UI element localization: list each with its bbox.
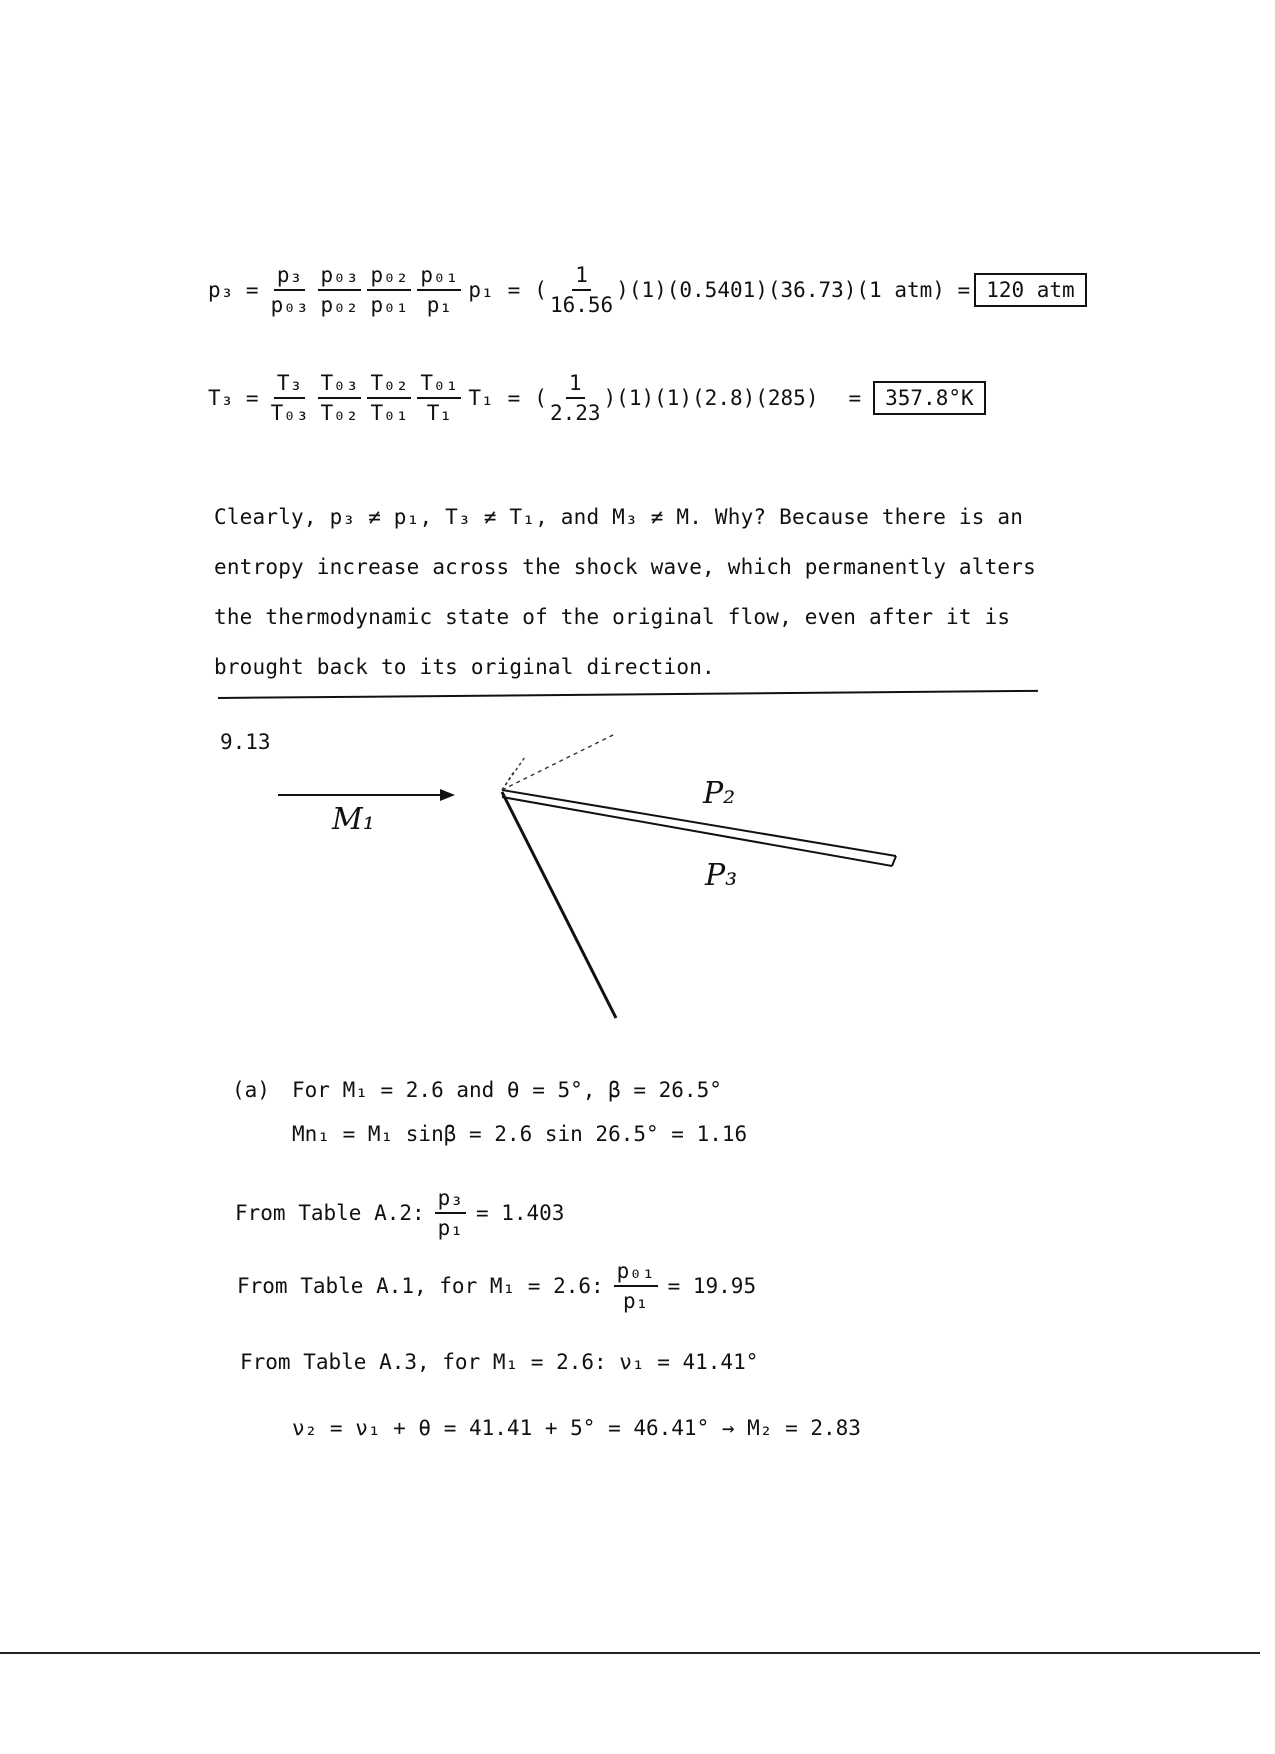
- prandtl-meyer-line: ν₂ = ν₁ + θ = 41.41 + 5° = 46.41° → M₂ = 2.83: [292, 1416, 861, 1440]
- part-a-line-2: Mn₁ = M₁ sinβ = 2.6 sin 26.5° = 1.16: [292, 1122, 748, 1146]
- eq2-frac-3: $\frac{\text{T₀₂}}{\text{T₀₁}}$: [367, 370, 411, 426]
- eq1-lhs: p₃ =: [208, 278, 259, 302]
- eq2-rest: (1)(1)(2.8)(285): [616, 386, 819, 410]
- eq2-frac-4: $\frac{\text{T₀₁}}{\text{T₁}}$: [417, 370, 461, 426]
- temperature-equation: T₃ = $\frac{\text{T₃}}{\text{T₀₃}}$ $\frac{\text{T₀₃}}{\text{T₀₂}}$ $\frac{\text{T₀₂}}{\text{T₀₁}}$ $\frac{\text{T₀₁}}{\text{T₁}}$ T₁ = ( $\frac{1}{2.23}$ ) (1)(1)(2.8)(285) = 357.8°K: [208, 370, 986, 426]
- eq1-frac-2: $\frac{\text{p₀₃}}{\text{p₀₂}}$: [318, 262, 362, 318]
- table-a2-fraction: $\frac{\text{p₃}}{\text{p₁}}$: [435, 1185, 466, 1241]
- part-a-label: (a): [232, 1078, 270, 1102]
- table-a2-line: From Table A.2: $\frac{\text{p₃}}{\text{p₁}}$ = 1.403: [235, 1186, 565, 1240]
- bottom-rule: [0, 1652, 1260, 1654]
- table-a1-line: From Table A.1, for M₁ = 2.6: $\frac{\text{p₀₁}}{\text{p₁}}$ = 19.95: [237, 1259, 757, 1313]
- eq1-frac-1: $\frac{\text{p₃}}{\text{p₀₃}}$: [270, 263, 309, 317]
- eq2-tail-var: T₁: [468, 386, 494, 410]
- plate-upper-edge: [502, 790, 896, 856]
- part-a-line-1: For M₁ = 2.6 and θ = 5°, β = 26.5°: [292, 1078, 722, 1102]
- problem-number: 9.13: [220, 730, 271, 754]
- region-3-pressure-label: P₃: [705, 858, 738, 893]
- eq1-tail-var: p₁: [468, 278, 494, 302]
- eq2-eq-sign: =: [507, 386, 521, 410]
- eq2-coefficient: $\frac{1}{2.23}$: [549, 371, 601, 425]
- explanation-line-3: the thermodynamic state of the original flow, even after it is: [214, 605, 1011, 629]
- eq2-rest-eq: =: [848, 386, 862, 410]
- explanation-line-1: Clearly, p₃ ≠ p₁, T₃ ≠ T₁, and M₃ ≠ M. Why? Because there is an: [214, 505, 1024, 529]
- explanation-line-2: entropy increase across the shock wave, which permanently alters: [214, 555, 1036, 579]
- shock-wave-line: [502, 792, 616, 1018]
- expansion-fan-line-3: [502, 770, 515, 790]
- table-a1-fraction: $\frac{\text{p₀₁}}{\text{p₁}}$: [614, 1258, 658, 1314]
- eq1-frac-3: $\frac{\text{p₀₂}}{\text{p₀₁}}$: [367, 262, 411, 318]
- region-2-pressure-label: P₂: [703, 776, 736, 811]
- eq2-result-box: 357.8°K: [873, 381, 986, 415]
- explanation-line-4: brought back to its original direction.: [214, 655, 715, 679]
- eq1-rest: (1)(0.5401)(36.73)(1 atm) =: [628, 278, 971, 302]
- eq1-result-box: 120 atm: [974, 273, 1087, 307]
- freestream-arrowhead: [440, 789, 455, 801]
- pressure-equation: p₃ = $\frac{\text{p₃}}{\text{p₀₃}}$ $\frac{\text{p₀₃}}{\text{p₀₂}}$ $\frac{\text{p₀₂}}{\text{p₀₁}}$ $\frac{\text{p₀₁}}{\text{p₁}}$ p₁ = ( $\frac{1}{16.56}$ ) (1)(0.5401)(36.73)(1 atm) = 120 atm: [208, 262, 1087, 318]
- eq1-frac-4: $\frac{\text{p₀₁}}{\text{p₁}}$: [417, 262, 461, 318]
- eq1-eq-sign: =: [507, 278, 521, 302]
- eq2-lhs: T₃ =: [208, 386, 259, 410]
- plate-tail-edge: [892, 856, 896, 866]
- mach-1-label: M₁: [332, 802, 375, 837]
- eq2-frac-2: $\frac{\text{T₀₃}}{\text{T₀₂}}$: [318, 370, 362, 426]
- expansion-fan-line-1: [502, 734, 615, 790]
- eq1-coefficient: $\frac{1}{16.56}$: [549, 263, 614, 317]
- table-a3-line: From Table A.3, for M₁ = 2.6: ν₁ = 41.41°: [240, 1350, 759, 1374]
- plate-lower-edge: [502, 797, 892, 866]
- eq2-frac-1: $\frac{\text{T₃}}{\text{T₀₃}}$: [270, 371, 309, 425]
